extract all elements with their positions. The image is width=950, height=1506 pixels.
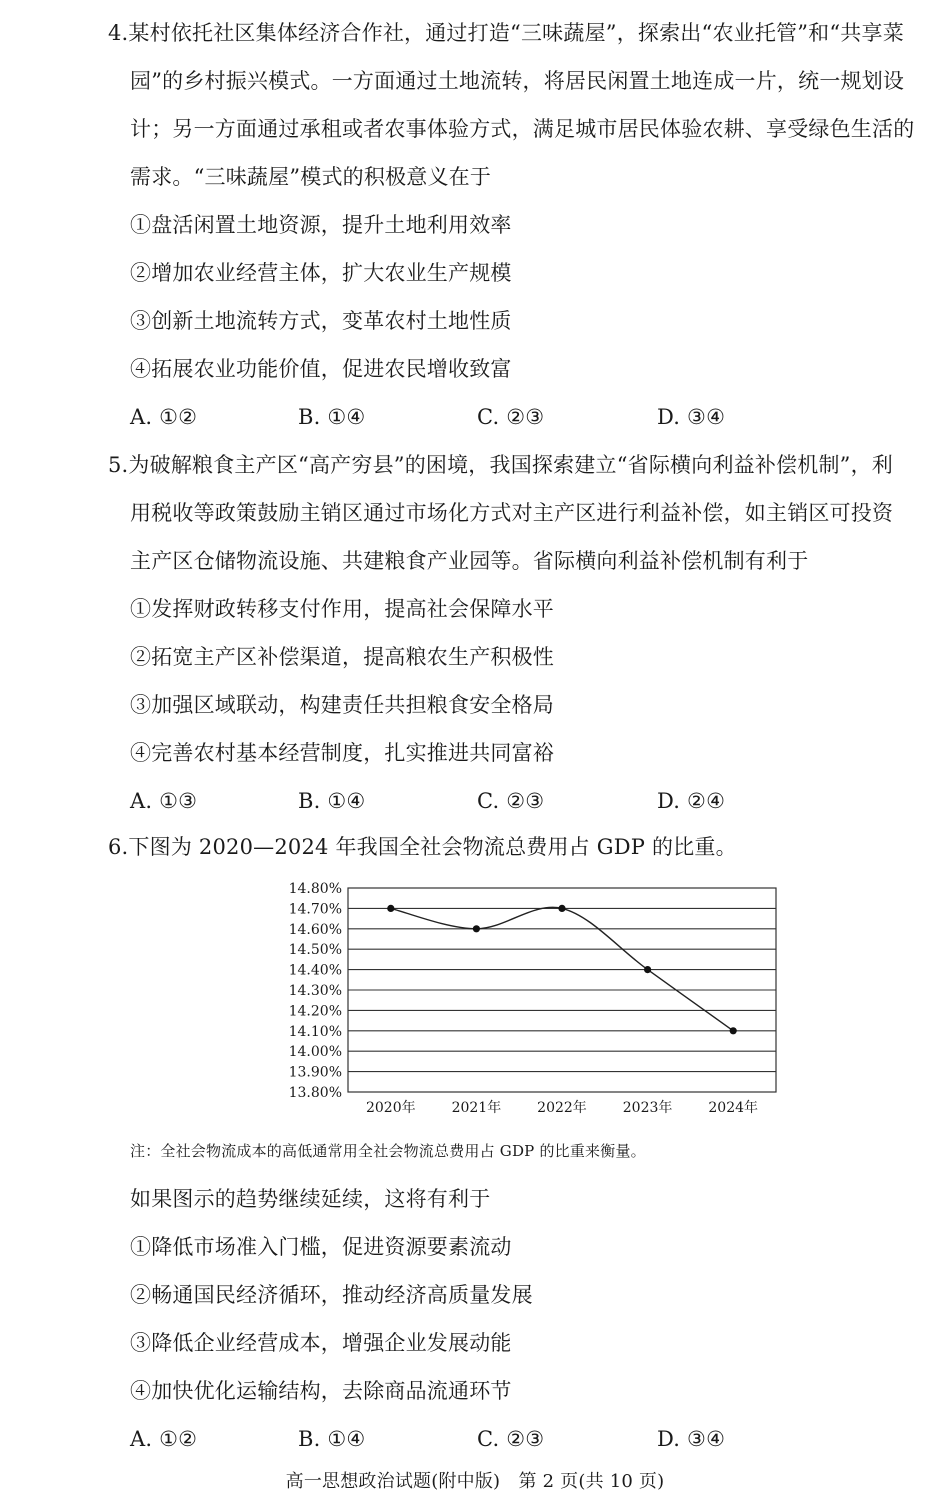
x-tick-label: 2022年 (537, 1100, 587, 1116)
q4-item-1: ①盘活闲置土地资源，提升土地利用效率 (130, 213, 512, 237)
q5-item-3: ③加强区域联动，构建责任共担粮食安全格局 (130, 693, 554, 717)
q4-stem-line-4: 需求。“三味蔬屋”模式的积极意义在于 (130, 165, 492, 189)
q5-stem-line-1: 5.为破解粮食主产区“高产穷县”的困境，我国探索建立“省际横向利益补偿机制”，利 (108, 453, 893, 477)
data-point (730, 1027, 737, 1034)
y-tick-label: 14.10% (288, 1023, 342, 1040)
q6-item-1: ①降低市场准入门槛，促进资源要素流动 (130, 1235, 512, 1259)
y-tick-label: 14.20% (288, 1003, 342, 1020)
q6-item-4: ④加快优化运输结构，去除商品流通环节 (130, 1379, 512, 1403)
q4-option-c[interactable]: C. ②③ (477, 405, 545, 429)
q5-item-4: ④完善农村基本经营制度，扎实推进共同富裕 (130, 741, 554, 765)
q4-item-4: ④拓展农业功能价值，促进农民增收致富 (130, 357, 512, 381)
q4-option-a[interactable]: A. ①② (130, 405, 198, 429)
chart-svg (268, 874, 788, 1124)
x-tick-label: 2020年 (365, 1100, 416, 1116)
y-tick-label: 14.70% (288, 901, 342, 918)
q4-item-3: ③创新土地流转方式，变革农村土地性质 (130, 309, 512, 333)
q5-item-2: ②拓宽主产区补偿渠道，提高粮农生产积极性 (130, 645, 554, 669)
q5-option-b[interactable]: B. ①④ (298, 789, 366, 813)
data-point (387, 905, 394, 912)
y-tick-label: 14.50% (288, 942, 342, 959)
q5-item-1: ①发挥财政转移支付作用，提高社会保障水平 (130, 597, 554, 621)
y-tick-label: 13.90% (288, 1064, 342, 1081)
q5-stem-line-2: 用税收等政策鼓励主销区通过市场化方式对主产区进行利益补偿，如主销区可投资 (130, 501, 894, 525)
q4-item-2: ②增加农业经营主体，扩大农业生产规模 (130, 261, 512, 285)
y-tick-label: 14.00% (288, 1044, 342, 1061)
y-tick-label: 13.80% (288, 1085, 342, 1101)
x-tick-label: 2024年 (708, 1100, 759, 1116)
q6-question: 如果图示的趋势继续延续，这将有利于 (130, 1187, 491, 1211)
data-point (473, 925, 480, 932)
data-point (558, 905, 565, 912)
x-tick-label: 2023年 (622, 1100, 673, 1116)
q6-option-c[interactable]: C. ②③ (477, 1427, 545, 1451)
q6-option-a[interactable]: A. ①② (130, 1427, 198, 1451)
y-tick-label: 14.40% (288, 962, 342, 979)
q4-stem-line-2: 园”的乡村振兴模式。一方面通过土地流转，将居民闲置土地连成一片，统一规划设 (130, 69, 905, 93)
q5-option-a[interactable]: A. ①③ (130, 789, 198, 813)
q5-option-c[interactable]: C. ②③ (477, 789, 545, 813)
q4-option-b[interactable]: B. ①④ (298, 405, 366, 429)
logistics-cost-chart (268, 874, 788, 1124)
page-footer: 高一思想政治试题(附中版) 第 2 页(共 10 页) (285, 1471, 665, 1492)
q6-item-2: ②畅通国民经济循环，推动经济高质量发展 (130, 1283, 533, 1307)
y-tick-label: 14.30% (288, 983, 342, 999)
q4-stem-line-3: 计；另一方面通过承租或者农事体验方式，满足城市居民体验农耕、享受绿色生活的 (130, 117, 915, 141)
q4-stem-line-1: 4.某村依托社区集体经济合作社，通过打造“三味蔬屋”，探索出“农业托管”和“共享菜 (108, 21, 904, 45)
q6-option-b[interactable]: B. ①④ (298, 1427, 366, 1451)
q6-stem: 6.下图为 2020—2024 年我国全社会物流总费用占 GDP 的比重。 (108, 835, 737, 859)
q5-option-d[interactable]: D. ②④ (657, 789, 726, 813)
q4-option-d[interactable]: D. ③④ (657, 405, 726, 429)
q6-note: 注：全社会物流成本的高低通常用全社会物流总费用占 GDP 的比重来衡量。 (130, 1142, 646, 1160)
data-point (644, 966, 651, 973)
q5-stem-line-3: 主产区仓储物流设施、共建粮食产业园等。省际横向利益补偿机制有利于 (130, 549, 809, 573)
q6-item-3: ③降低企业经营成本，增强企业发展动能 (130, 1331, 512, 1355)
q6-option-d[interactable]: D. ③④ (657, 1427, 726, 1451)
y-tick-label: 14.60% (288, 921, 342, 938)
x-tick-label: 2021年 (451, 1100, 502, 1116)
y-tick-label: 14.80% (288, 881, 342, 897)
